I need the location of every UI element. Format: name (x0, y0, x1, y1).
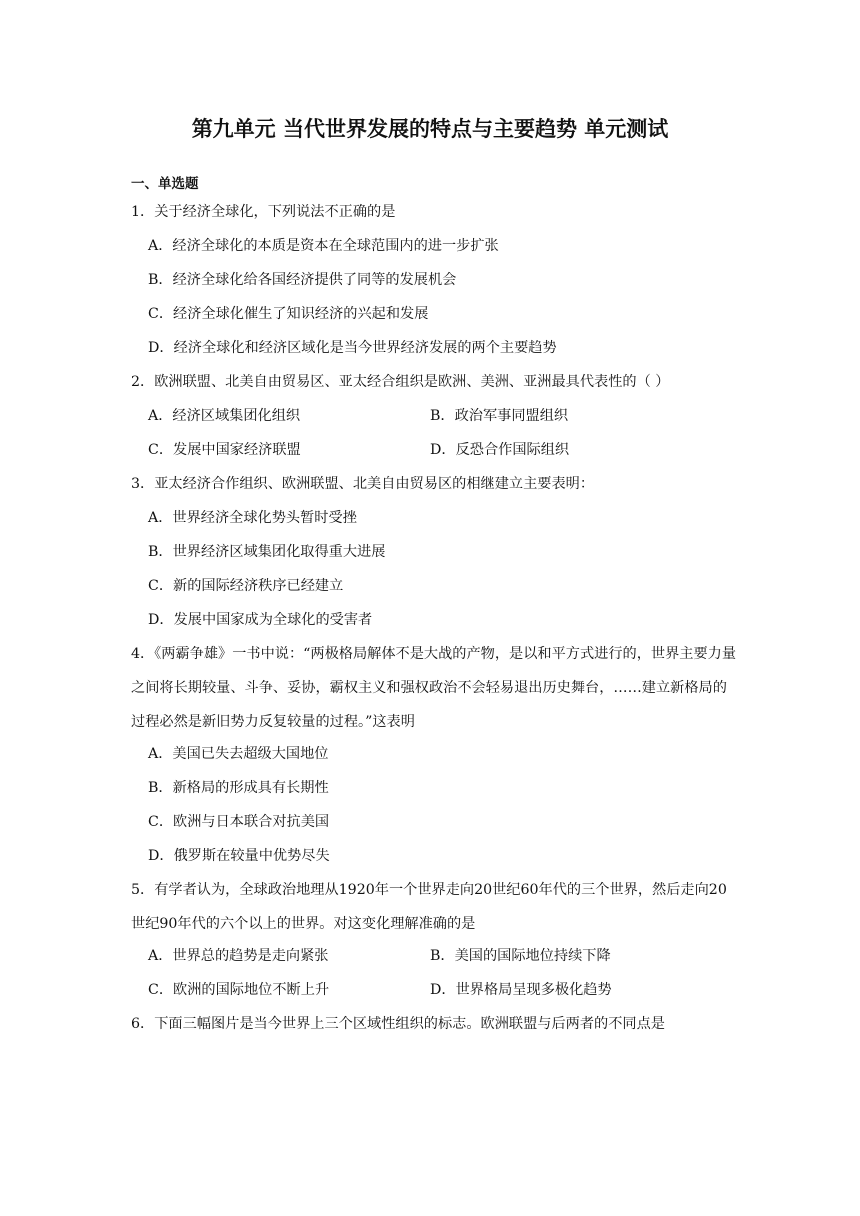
question-5-stem: 5．有学者认为，全球政治地理从1920年一个世界走向20世纪60年代的三个世界，然后走向20世纪90年代的六个以上的世界。对这变化理解准确的是 (131, 882, 727, 932)
question-2-option-c: C．发展中国家经济联盟 (148, 442, 301, 458)
question-2-option-d: D．反恐合作国际组织 (430, 442, 570, 458)
question-1-stem: 1．关于经济全球化，下列说法不正确的是 (131, 204, 396, 220)
page-title: 第九单元 当代世界发展的特点与主要趋势 单元测试 (191, 117, 669, 141)
question-5-option-d: D．世界格局呈现多极化趋势 (430, 982, 612, 998)
question-5-option-c: C．欧洲的国际地位不断上升 (148, 982, 330, 998)
question-2-stem: 2．欧洲联盟、北美自由贸易区、亚太经合组织是欧洲、美洲、亚洲最具代表性的（ ） (131, 374, 670, 390)
question-1-option-c: C．经济全球化催生了知识经济的兴起和发展 (148, 306, 429, 322)
question-3-option-d: D．发展中国家成为全球化的受害者 (148, 612, 373, 628)
question-1-option-b: B．经济全球化给各国经济提供了同等的发展机会 (148, 272, 457, 288)
question-5-option-a: A．世界总的趋势是走向紧张 (148, 948, 329, 964)
question-5-option-b: B．美国的国际地位持续下降 (430, 948, 611, 964)
question-3-stem: 3．亚太经济合作组织、欧洲联盟、北美自由贸易区的相继建立主要表明： (131, 476, 595, 492)
question-1-option-a: A．经济全球化的本质是资本在全球范围内的进一步扩张 (148, 238, 499, 254)
question-6-stem: 6．下面三幅图片是当今世界上三个区域性组织的标志。欧洲联盟与后两者的不同点是 (131, 1016, 665, 1032)
question-3-option-c: C．新的国际经济秩序已经建立 (148, 578, 344, 594)
question-1-option-d: D．经济全球化和经济区域化是当今世界经济发展的两个主要趋势 (148, 340, 557, 356)
question-2-option-b: B．政治军事同盟组织 (430, 408, 569, 424)
question-4-stem: 4．《两霸争雄》一书中说：“两极格局解体不是大战的产物，是以和平方式进行的，世界主要力量之间将长期较量、斗争、妥协，霸权主义和强权政治不会轻易退出历史舞台，……建立新格局的过程必然是新旧势力反复较量的过程。”这表明 (131, 646, 737, 730)
section-heading: 一、单选题 (131, 176, 199, 192)
question-3-option-b: B．世界经济区域集团化取得重大进展 (148, 544, 386, 560)
question-3-option-a: A．世界经济全球化势头暂时受挫 (148, 510, 357, 526)
question-4-option-a: A．美国已失去超级大国地位 (148, 746, 329, 762)
question-4-option-b: B．新格局的形成具有长期性 (148, 780, 329, 796)
question-2-option-a: A．经济区域集团化组织 (148, 408, 301, 424)
question-4-option-d: D．俄罗斯在较量中优势尽失 (148, 848, 330, 864)
question-4-option-c: C．欧洲与日本联合对抗美国 (148, 814, 330, 830)
